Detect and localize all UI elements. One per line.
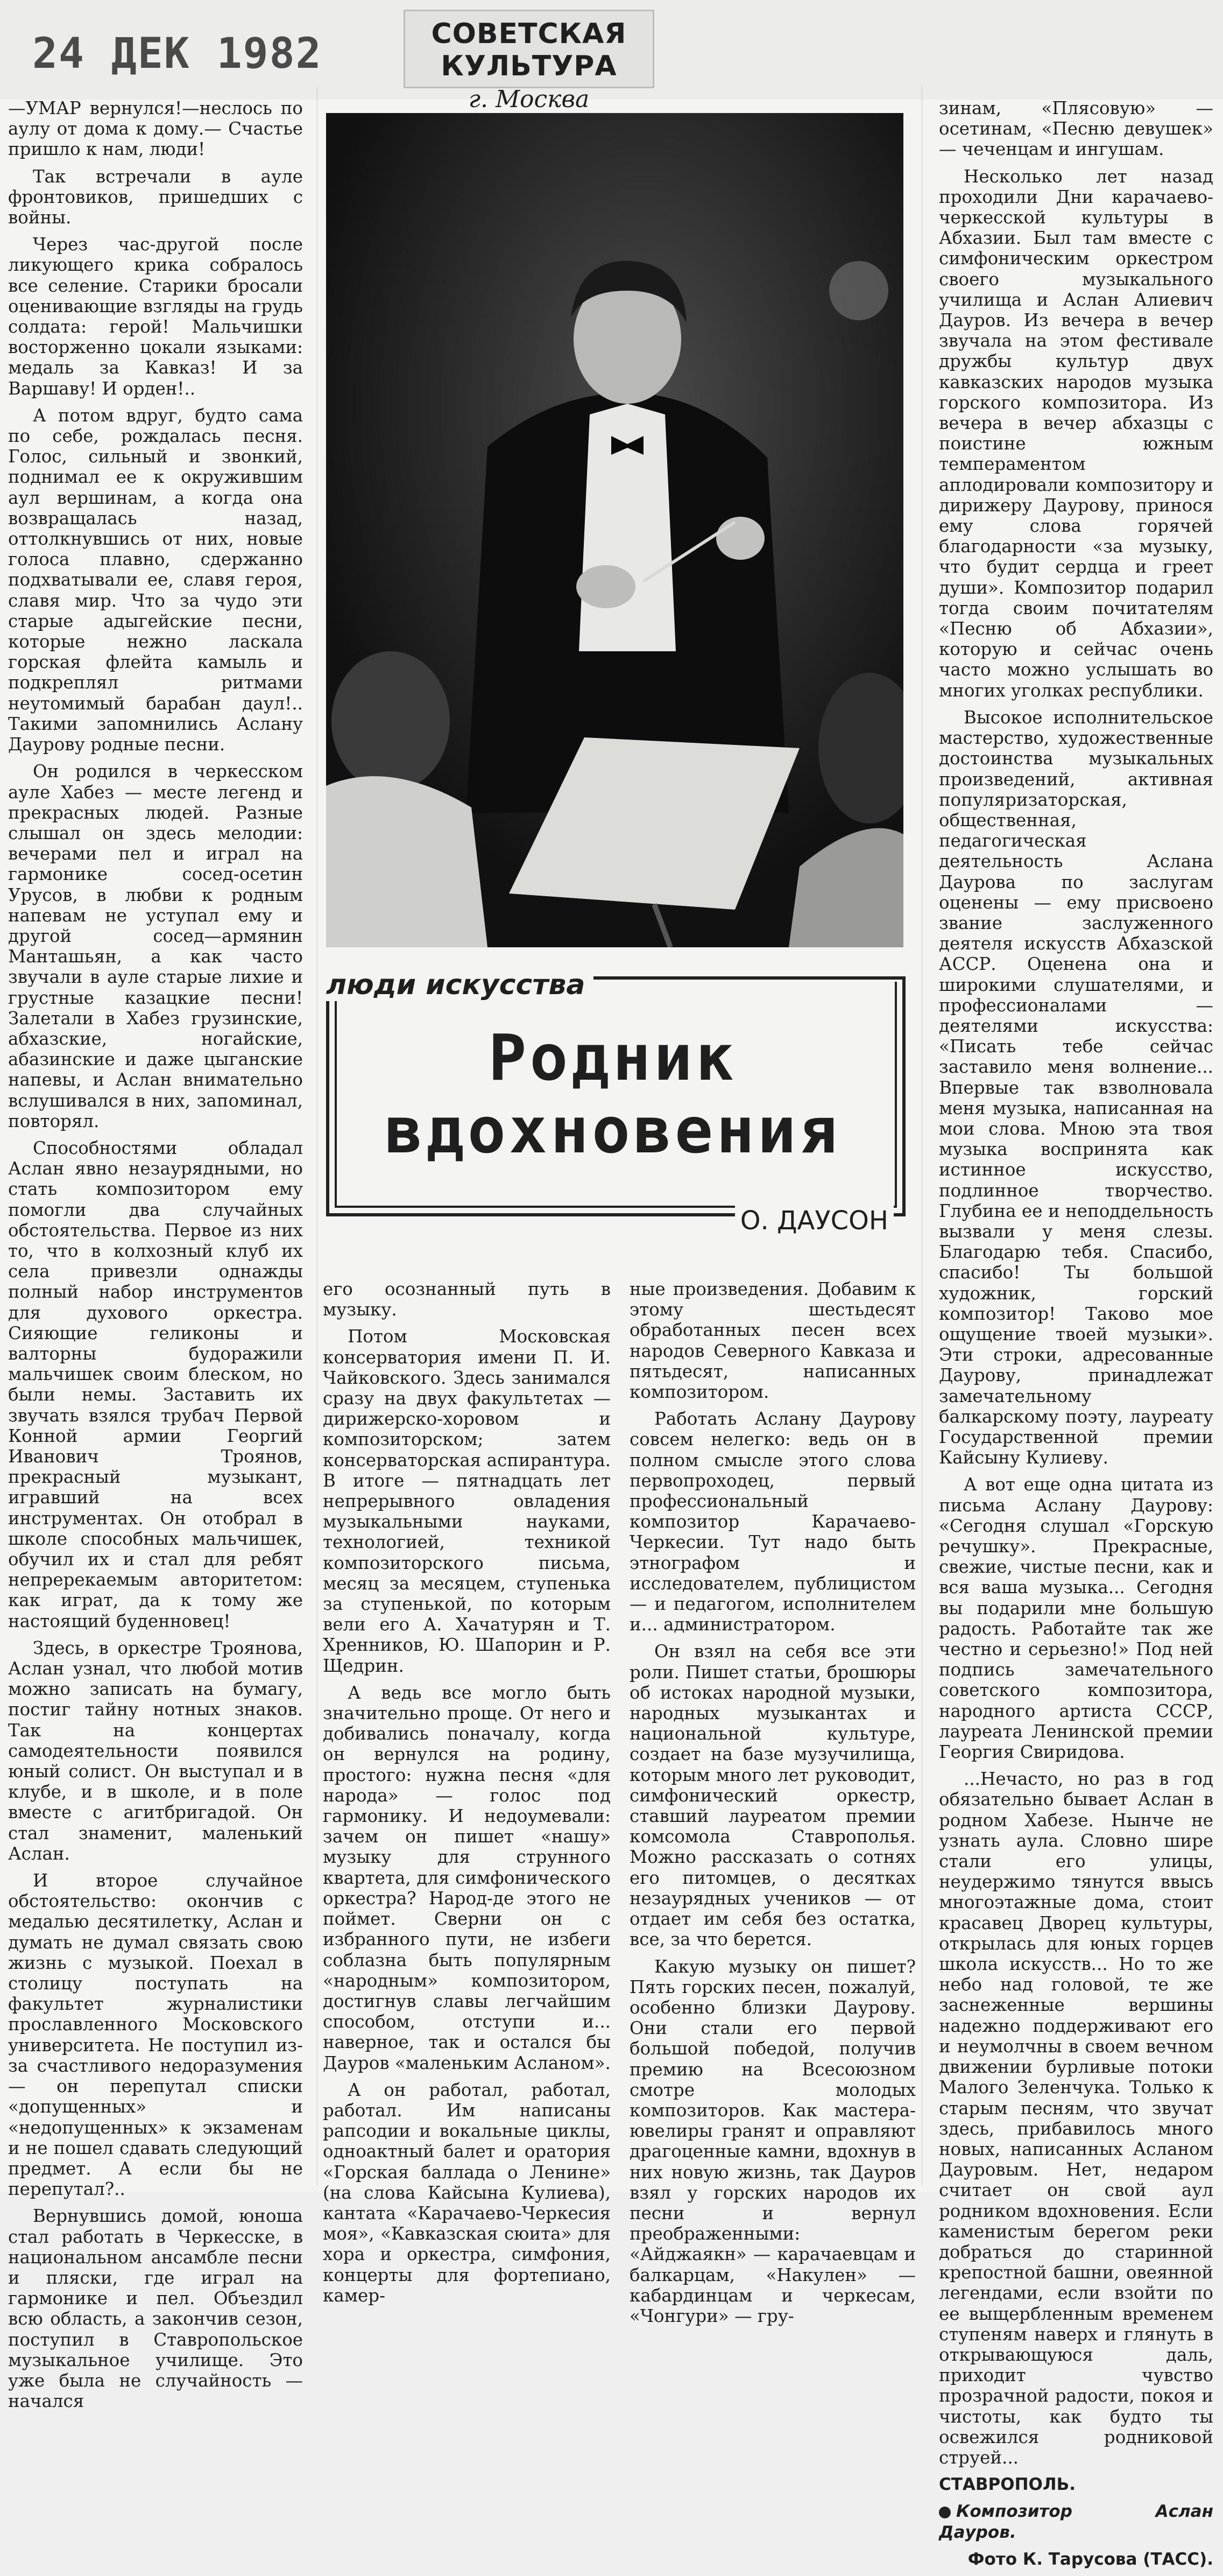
paragraph: А вот еще одна цитата из письма Аслану Даурову: «Сегодня слушал «Горскую речушку». Прекрасные, свежие, чистые песни, как и вся ваша музыка... Сегодня вы подарили мне большую радость. Работайте так же честно и серьезно!» Под ней подпись замечательного советского композитора, народного артиста СССР, лауреата Ленинской премии Георгия Свиридова. [939, 1474, 1213, 1763]
conductor-photo [326, 113, 903, 947]
paragraph: ные произведения. Добавим к этому шестьдесят обработанных песен всех народов Северного Кавказа и пятьдесят, написанных композитором. [630, 1279, 916, 1403]
paragraph: Так встречали в ауле фронтовиков, пришедших с войны. [8, 166, 303, 228]
paragraph: Он взял на себя все эти роли. Пишет статьи, брошюры об истоках народной музыки, народных музыкантах и национальной культуре, создает на базе музучилища, которым много лет руководит, симфонический оркестр, ставший лауреатом премии комсомола Ставрополья. Можно рассказать о сотнях его питомцев, о десятках незаурядных учеников — от отдает им себя без остатка, все, за что берется. [630, 1641, 916, 1950]
photo-credit: Фото К. Тарусова (ТАСС). [967, 2549, 1213, 2569]
bullet-icon [939, 2507, 951, 2518]
headline-line-2: вдохновения [384, 1093, 841, 1167]
paragraph: Здесь, в оркестре Троянова, Аслан узнал, что любой мотив можно записать на бумагу, постиг тайну нотных знаков. Так на концертах самодеятельности появился юный солист. Он выступал и в клубе, и в школе, и в поле вместе с агитбригадой. Он стал знаменит, маленький Аслан. [8, 1637, 303, 1864]
paragraph: Через час-другой после ликующего крика собралось все селение. Старики бросали оценивающие взгляды на грудь солдата: герой! Мальчишки восторженно цокали языками: медаль за Кавказ! И за Варшаву! И орден!.. [8, 234, 303, 399]
photo-caption [939, 2501, 1213, 2542]
article-column-3 [630, 1279, 916, 2333]
paragraph: А он работал, работал, работал. Им написаны рапсодии и вокальные циклы, одноактный балет и оратория «Горская баллада о Ленине» (на слова Кайсына Кулиева), кантата «Карачаево-Черкесия моя», «Кавказская сюита» для хора и оркестра, симфония, концерты для фортепиано, камер- [323, 2079, 611, 2306]
article-column-4 [939, 98, 1213, 2576]
headline-block [326, 969, 903, 1243]
paragraph: Несколько лет назад проходили Дни карачаево-черкесской культуры в Абхазии. Был там вместе с симфоническим оркестром своего музыкального училища и Аслан Алиевич Дауров. Из вечера в вечер звучала на этом фестивале дружбы культур двух кавказских народов музыка горского композитора. Из вечера в вечер абхазцы с поистине южным темпераментом аплодировали композитору и дирижеру Даурову, принося ему слова горячей благодарности «за музыку, что будит сердца и греет души». Композитор подарил тогда своим почитателям «Песню об Абхазии», которую и сейчас очень часто можно услышать во многих уголках республики. [939, 166, 1213, 701]
headline-line-1: Родник [488, 1020, 737, 1095]
dateline-signoff: СТАВРОПОЛЬ. [939, 2475, 1076, 2495]
paragraph: —УМАР вернулся!—неслось по аулу от дома к дому.— Счастье пришло к нам, люди! [8, 98, 303, 160]
column-rule [921, 86, 923, 2185]
paragraph: А ведь все могло быть значительно проще. От него и добивались поначалу, когда он вернулся на родину, простого: нужна песня «для народа» — голос под гармонику. И недоумевали: зачем он пишет «нашу» музыку для струнного квартета, для симфонического оркестра? Народ-де этого не поймет. Сверни он с избранного пути, не избеги соблазна быть популярным «народным» композитором, достигнув славы легчайшим способом, отступи и... наверное, так и остался бы Дауров «маленьким Асланом». [323, 1682, 611, 2073]
paragraph: И второе случайное обстоятельство: окончив с медалью десятилетку, Аслан и думать не думал связать свою жизнь с музыкой. Поехал в столицу поступать на факультет журналистики прославленного Московского университета. Не поступил из-за счастливого недоразумения — он перепутал списки «допущенных» и «недопущенных» к экзаменам и не пошел сдавать следующий предмет. А если бы не перепутал?.. [8, 1870, 303, 2200]
paragraph: Какую музыку он пишет? Пять горских песен, пожалуй, особенно близки Даурову. Они стали его первой большой победой, получив премию на Всесоюзном смотре молодых композиторов. Как мастера-ювелиры гранят и оправляют драгоценные камни, вдохнув в них новую жизнь, так Дауров взял у горских народов их песни и вернул преображенными: «Айджаякн» — карачаевцам и балкарцам, «Накулен» — кабардинцам и черкесам, «Чонгури» — гру- [630, 1956, 916, 2326]
paragraph: Вернувшись домой, юноша стал работать в Черкесске, в национальном ансамбле песни и пляски, где играл на гармонике и пел. Объездил всю область, а закончив сезон, поступил в Ставропольское музыкальное училище. Это уже была не случайность — начался [8, 2206, 303, 2412]
paragraph: А потом вдруг, будто сама по себе, рождалась песня. Голос, сильный и звонкий, поднимал ее к окружившим аул вершинам, а когда она возвращалась назад, оттолкнувшись от них, новые голоса плавно, сдержанно подхватывали ее, славя героя, славя мир. Что за чудо эти старые адыгейские песни, которые нежно ласкала горская флейта камыль и подкреплял ритмами неутомимый барабан даул!.. Такими запомнились Аслану Даурову родные песни. [8, 405, 303, 755]
photo-illustration [326, 113, 903, 947]
date-stamp: 24 ДЕК 1982 [32, 30, 322, 78]
source-city: г. Москва [468, 86, 590, 113]
photo-caption-text: Композитор Аслан Дауров. [939, 2502, 1213, 2542]
paragraph: Способностями обладал Аслан явно незаурядными, но стать композитором ему помогли два случайных обстоятельства. Первое из них то, что в колхозный клуб их села привезли однажды полный набор инструментов для духового оркестра. Сияющие геликоны и валторны будоражили мальчишек своим блеском, но были немы. Заставить их звучать взялся трубач Первой Конной армии Георгий Иванович Троянов, прекрасный музыкант, игравший на всех инструментах. Он отобрал в школе способных мальчишек, обучил их и стал для ребят непререкаемым авторитетом: как играт, да к тому же настоящий буденновец! [8, 1137, 303, 1631]
paragraph: его осознанный путь в музыку. [323, 1279, 611, 1320]
source-label [404, 10, 654, 113]
article-column-1 [8, 98, 303, 2418]
paragraph: ...Нечасто, но раз в год обязательно бывает Аслан в родном Хабезе. Нынче не узнать аула. Словно шире стали его улицы, неудержимо тянутся ввысь многоэтажные дома, стоит красавец Дворец культуры, открылась для юных горцев школа искусств... Но то же небо над головой, те же заснеженные вершины надежно поддерживают его и неумолчны в своем вечном движении бурливые потоки Малого Зеленчука. Только к старым песням, что звучат здесь, прибавилось много новых, написанных Асланом Дауровым. Нет, недаром считает он свой аул родником вдохновения. Если каменистым берегом реки добраться до старинной крепостной башни, овеянной легендами, если взойти по ее выщербленным временем ступеням наверх и глянуть в открывающуюся даль, приходит чувство прозрачной радости, покоя и чистоты, как будто ты освежился родниковой струей... [939, 1769, 1213, 2468]
author-byline: О. ДАУСОН [735, 1206, 894, 1236]
paragraph: Потом Московская консерватория имени П. И. Чайковского. Здесь занимался сразу на двух факультетах — дирижерско-хоровом и композиторском; затем консерваторская аспирантура. В итоге — пятнадцать лет непрерывного овладения музыкальными науками, технологией, техникой композиторского письма, месяц за месяцем, ступенька за ступенькой, по которым вели его А. Хачатурян и Т. Хренников, Ю. Шапорин и Р. Щедрин. [323, 1326, 611, 1676]
rubric-label: люди искусства [326, 969, 593, 1001]
paragraph: Он родился в черкесском ауле Хабез — месте легенд и прекрасных людей. Разные слышал он здесь мелодии: вечерами пел и играл на гармонике сосед-осетин Урусов, в любви к родным напевам не уступал ему и другой сосед—армянин Манташьян, а как часто звучали в ауле старые лихие и грустные казацкие песни! Залетали в Хабез грузинские, абхазские, ногайские, абазинские и даже цыганские напевы, и Аслан внимательно вслушивался в них, запоминал, повторял. [8, 761, 303, 1131]
paragraph: Высокое исполнительское мастерство, художественные достоинства музыкальных произведений, активная популяризаторская, общественная, педагогическая деятельность Аслана Даурова по заслугам оценены — ему присвоено звание заслуженного деятеля искусств Абхазской АССР. Оценена она и широкими слушателями, и профессионалами — деятелями искусства: «Писать тебе сейчас заставило меня волнение... Впервые так взволновала меня музыка, написанная на мои слова. Мною эта твоя музыка воспринята как истинное искусство, подлинное творчество. Глубина ее и неподдельность вызвали у меня слезы. Благодарю тебя. Спасибо, спасибо! Ты большой художник, горский композитор! Таково мое ощущение твоей музыки». Эти строки, адресованные Даурову, принадлежат замечательному балкарскому поэту, лауреату Государственной премии Кайсыну Кулиеву. [939, 707, 1213, 1468]
paragraph: Работать Аслану Даурову совсем нелегко: ведь он в полном смысле этого слова первопроходец, первый профессиональный композитор Карачаево-Черкесии. Тут надо быть этнографом и исследователем, публицистом — и педагогом, исполнителем и... администратором. [630, 1409, 916, 1635]
paragraph: зинам, «Плясовую» — осетинам, «Песню девушек» — чеченцам и ингушам. [939, 98, 1213, 160]
column-rule [316, 86, 318, 2185]
source-newspaper-name: СОВЕТСКАЯ КУЛЬТУРА [431, 18, 627, 82]
article-column-2 [323, 1279, 611, 2312]
